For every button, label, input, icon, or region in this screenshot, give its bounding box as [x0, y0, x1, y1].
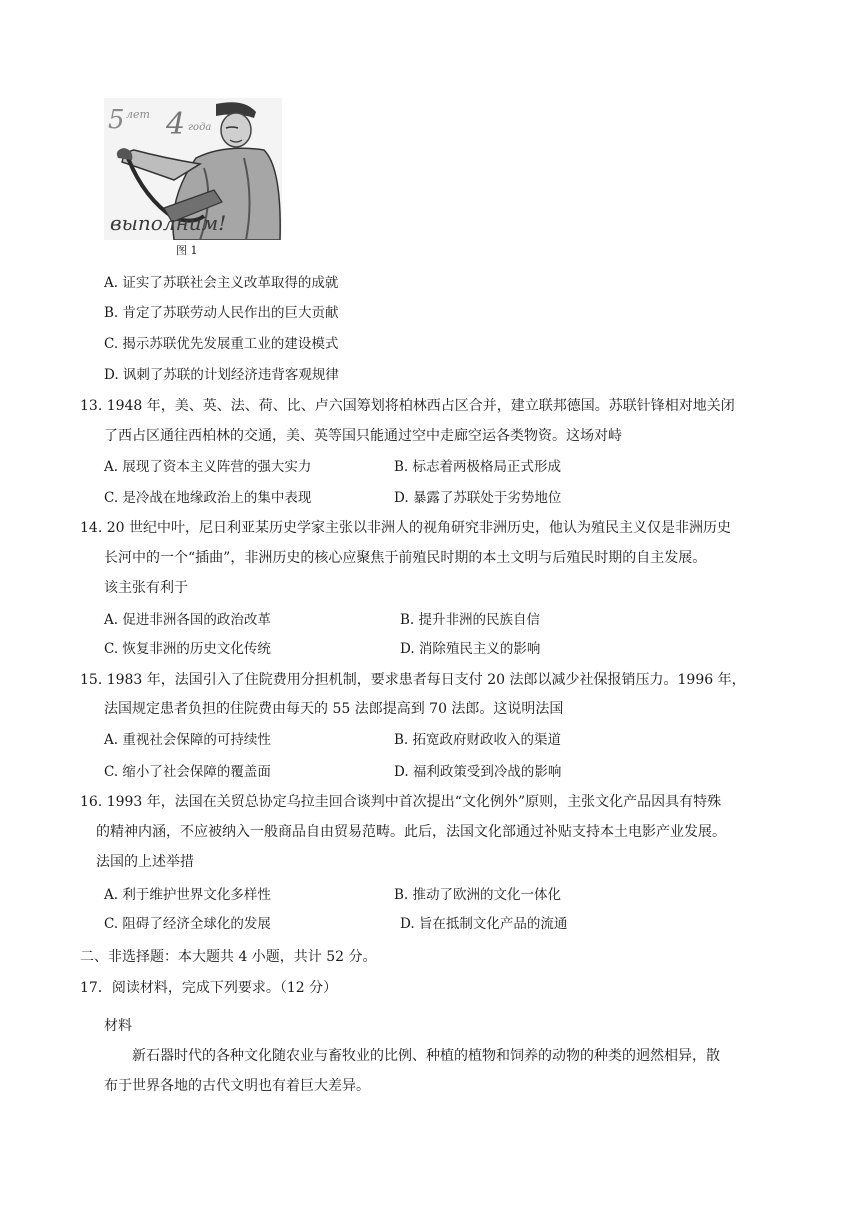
svg-text:лет: лет — [126, 108, 150, 121]
q14-stem-line-3: 该主张有利于 — [104, 580, 188, 596]
q16-stem-line-3: 法国的上述举措 — [96, 854, 194, 870]
q15-option-d: D. 福利政策受到冷战的影响 — [394, 764, 562, 780]
q14-option-b: B. 提升非洲的民族自信 — [400, 612, 541, 628]
q16-option-a: A. 利于维护世界文化多样性 — [104, 887, 271, 903]
svg-text:года: года — [188, 122, 212, 133]
svg-text:5: 5 — [108, 105, 125, 135]
q14-option-d: D. 消除殖民主义的影响 — [400, 641, 541, 657]
q16-option-b: B. 推动了欧洲的文化一体化 — [394, 887, 562, 903]
q15-option-b: B. 拓宽政府财政收入的渠道 — [394, 732, 562, 748]
q13-option-a: A. 展现了资本主义阵营的强大实力 — [104, 459, 312, 475]
q12-option-c: C. 揭示苏联优先发展重工业的建设模式 — [104, 336, 339, 352]
q15-option-a: A. 重视社会保障的可持续性 — [104, 732, 271, 748]
figure-caption: 图 1 — [176, 244, 198, 257]
q16-stem-line-2: 的精神内涵，不应被纳入一般商品自由贸易范畴。此后，法国文化部通过补贴支持本土电影产业发展。 — [96, 824, 726, 840]
section-heading: 二、非选择题：本大题共 4 小题，共计 52 分。 — [80, 949, 377, 965]
q14-stem-line-1: 14. 20 世纪中叶，尼日利亚某历史学家主张以非洲人的视角研究非洲历史，他认为殖民主义仅是非洲历史 — [80, 520, 731, 536]
q12-option-b: B. 肯定了苏联劳动人民作出的巨大贡献 — [104, 305, 339, 321]
q13-option-b: B. 标志着两极格局正式形成 — [394, 459, 562, 475]
q17-material-label: 材料 — [104, 1018, 132, 1034]
q12-option-d: D. 讽刺了苏联的计划经济违背客观规律 — [104, 367, 339, 383]
q15-stem-line-2: 法国规定患者负担的住院费由每天的 55 法郎提高到 70 法郎。这说明法国 — [104, 701, 564, 717]
q16-option-c: C. 阻碍了经济全球化的发展 — [104, 916, 271, 932]
poster-illustration — [104, 98, 282, 240]
q16-option-d: D. 旨在抵制文化产品的流通 — [400, 916, 568, 932]
q13-stem-line-2: 了西占区通往西柏林的交通，美、英等国只能通过空中走廊空运各类物资。这场对峙 — [104, 428, 622, 444]
svg-text:выполним!: выполним! — [110, 211, 227, 235]
svg-text:4: 4 — [166, 107, 186, 142]
q14-option-a: A. 促进非洲各国的政治改革 — [104, 612, 271, 628]
q17-title: 17．阅读材料，完成下列要求。（12 分） — [80, 980, 338, 996]
q17-material-line-2: 布于世界各地的古代文明也有着巨大差异。 — [104, 1078, 370, 1094]
q16-stem-line-1: 16. 1993 年，法国在关贸总协定乌拉圭回合谈判中首次提出“文化例外”原则，主张文化产品因具有特殊 — [80, 794, 722, 810]
q14-stem-line-2: 长河中的一个“插曲”，非洲历史的核心应聚焦于前殖民时期的本土文明与后殖民时期的自主发展。 — [104, 550, 707, 566]
q13-option-d: D. 暴露了苏联处于劣势地位 — [394, 490, 562, 506]
q14-option-c: C. 恢复非洲的历史文化传统 — [104, 641, 271, 657]
q15-option-c: C. 缩小了社会保障的覆盖面 — [104, 764, 271, 780]
q13-stem-line-1: 13. 1948 年，美、英、法、荷、比、卢六国筹划将柏林西占区合并，建立联邦德国。苏联针锋相对地关闭 — [80, 398, 735, 414]
q17-material-line-1: 新石器时代的各种文化随农业与畜牧业的比例、种植的植物和饲养的动物的种类的迥然相异，散 — [132, 1048, 720, 1064]
q13-option-c: C. 是冷战在地缘政治上的集中表现 — [104, 490, 312, 506]
q12-option-a: A. 证实了苏联社会主义改革取得的成就 — [104, 275, 339, 291]
q15-stem-line-1: 15. 1983 年，法国引入了住院费用分担机制，要求患者每日支付 20 法郎以减少社保报销压力。1996 年， — [80, 672, 746, 688]
